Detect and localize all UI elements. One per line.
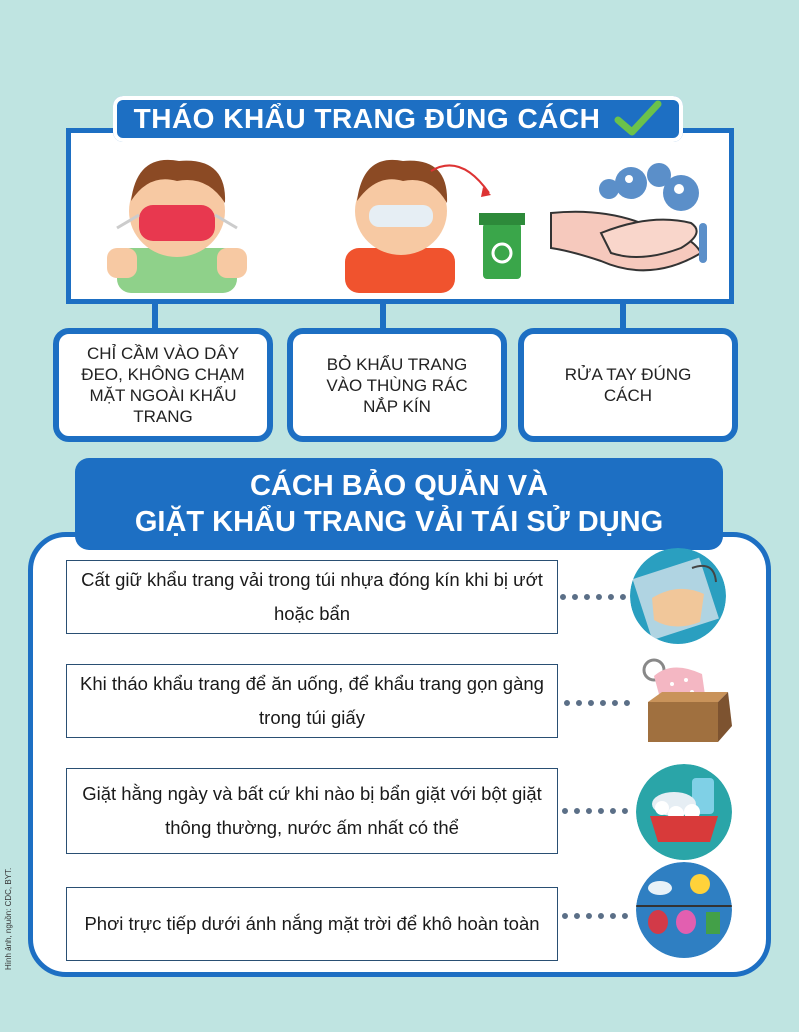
tip-box-wash-daily (66, 768, 558, 854)
step-text: BỎ KHẨU TRANG VÀO THÙNG RÁC NẮP KÍN (326, 354, 468, 416)
tip-text: Khi tháo khẩu trang để ăn uống, để khẩu trang gọn gàng trong túi giấy (80, 673, 544, 728)
tip-text: Phơi trực tiếp dưới ánh nắng mặt trời để khô hoàn toàn (84, 913, 540, 934)
connector-line (380, 304, 386, 330)
plastic-bag-mask-image (630, 548, 726, 644)
step-text: CHỈ CẦM VÀO DÂY ĐEO, KHÔNG CHẠM MẶT NGOÀI KHẨU TRANG (81, 344, 245, 426)
step-box-hold-straps (53, 328, 273, 442)
hand-washing-illustration (541, 153, 731, 293)
checkmark-icon (614, 100, 662, 138)
connector-line (152, 304, 158, 330)
section-title-line1: CÁCH BẢO QUẢN VÀ (249, 470, 549, 502)
section-title-remove-mask (113, 96, 683, 142)
section-title-text: THÁO KHẨU TRANG ĐÚNG CÁCH (133, 103, 601, 134)
section-title-mask-care (75, 458, 723, 550)
child-removing-mask-illustration (77, 153, 277, 293)
tip-box-paper-bag (66, 664, 558, 738)
wash-basin-image (636, 764, 732, 860)
dotted-connector (562, 808, 628, 820)
image-credit: Hình ảnh, nguồn: CDC, BYT. (4, 867, 13, 970)
section-title-line2: GIẶT KHẨU TRANG VẢI TÁI SỬ DỤNG (134, 506, 664, 538)
step-box-discard-mask (287, 328, 507, 442)
step-text: RỬA TAY ĐÚNG CÁCH (564, 365, 692, 405)
connector-line (620, 304, 626, 330)
tip-text: Giặt hằng ngày và bất cứ khi nào bị bẩn giặt với bột giặt thông thường, nước ấm nhất có thể (82, 783, 542, 838)
sun-drying-image (636, 862, 732, 958)
remove-mask-illustration-frame (66, 128, 734, 304)
paper-bag-mask-image (632, 654, 736, 746)
tip-box-store-bag (66, 560, 558, 634)
dotted-connector (562, 913, 628, 925)
mask-into-bin-illustration (321, 153, 531, 293)
step-box-wash-hands (518, 328, 738, 442)
tip-text: Cất giữ khẩu trang vải trong túi nhựa đóng kín khi bị ướt hoặc bẩn (81, 569, 543, 624)
dotted-connector (564, 700, 630, 712)
tip-box-sun-dry (66, 887, 558, 961)
dotted-connector (560, 594, 626, 606)
